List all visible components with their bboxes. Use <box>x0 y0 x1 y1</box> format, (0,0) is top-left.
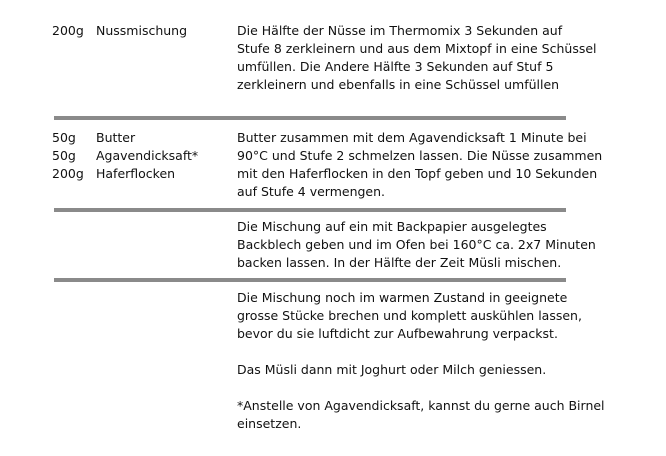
ingredient-quantity: 50g <box>52 130 76 145</box>
instruction-text <box>237 289 605 433</box>
ingredient-name: Agavendicksaft* <box>96 148 199 163</box>
footnote-line: einsetzen. <box>237 416 302 431</box>
instruction-line: Butter zusammen mit dem Agavendicksaft 1 Minute bei <box>237 130 587 145</box>
ingredient-row <box>52 165 232 183</box>
instruction-text <box>237 218 597 272</box>
ingredient-quantity: 50g <box>52 148 76 163</box>
instruction-line: Stufe 8 zerkleinern und aus dem Mixtopf in eine Schüssel <box>237 41 597 56</box>
instruction-line: grosse Stücke brechen und komplett auskühlen lassen, <box>237 308 582 323</box>
ingredient-list <box>52 22 232 40</box>
ingredient-name: Nussmischung <box>96 23 188 38</box>
ingredient-quantity: 200g <box>52 23 84 38</box>
ingredient-row <box>52 22 232 40</box>
ingredient-row <box>52 147 232 165</box>
paragraph-gap <box>237 343 597 361</box>
instruction-line: Backblech geben und im Ofen bei 160°C ca. 2x7 Minuten <box>237 237 596 252</box>
ingredient-name: Haferflocken <box>96 166 176 181</box>
instruction-text <box>237 22 597 94</box>
section-divider <box>54 278 566 282</box>
instruction-line: Die Mischung auf ein mit Backpapier ausgelegtes <box>237 219 547 234</box>
instruction-text <box>237 129 603 201</box>
instruction-line: auf Stufe 4 vermengen. <box>237 184 386 199</box>
paragraph-gap <box>237 379 597 397</box>
ingredient-row <box>52 129 232 147</box>
section-divider <box>54 116 566 120</box>
footnote-line: *Anstelle von Agavendicksaft, kannst du gerne auch Birnel <box>237 398 605 413</box>
instruction-line: Die Mischung noch im warmen Zustand in geeignete <box>237 290 568 305</box>
instruction-line: 90°C und Stufe 2 schmelzen lassen. Die Nüsse zusammen <box>237 148 603 163</box>
section-divider <box>54 208 566 212</box>
instruction-line: umfüllen. Die Andere Hälfte 3 Sekunden auf Stuf 5 <box>237 59 554 74</box>
ingredient-quantity: 200g <box>52 166 84 181</box>
instruction-line: zerkleinern und ebenfalls in eine Schüssel umfüllen <box>237 77 560 92</box>
ingredient-name: Butter <box>96 130 136 145</box>
instruction-line: backen lassen. In der Hälfte der Zeit Müsli mischen. <box>237 255 562 270</box>
instruction-line: Das Müsli dann mit Joghurt oder Milch geniessen. <box>237 362 547 377</box>
instruction-line: Die Hälfte der Nüsse im Thermomix 3 Sekunden auf <box>237 23 563 38</box>
instruction-line: mit den Haferflocken in den Topf geben und 10 Sekunden <box>237 166 598 181</box>
ingredient-list <box>52 129 232 183</box>
instruction-line: bevor du sie luftdicht zur Aufbewahrung verpackst. <box>237 326 558 341</box>
